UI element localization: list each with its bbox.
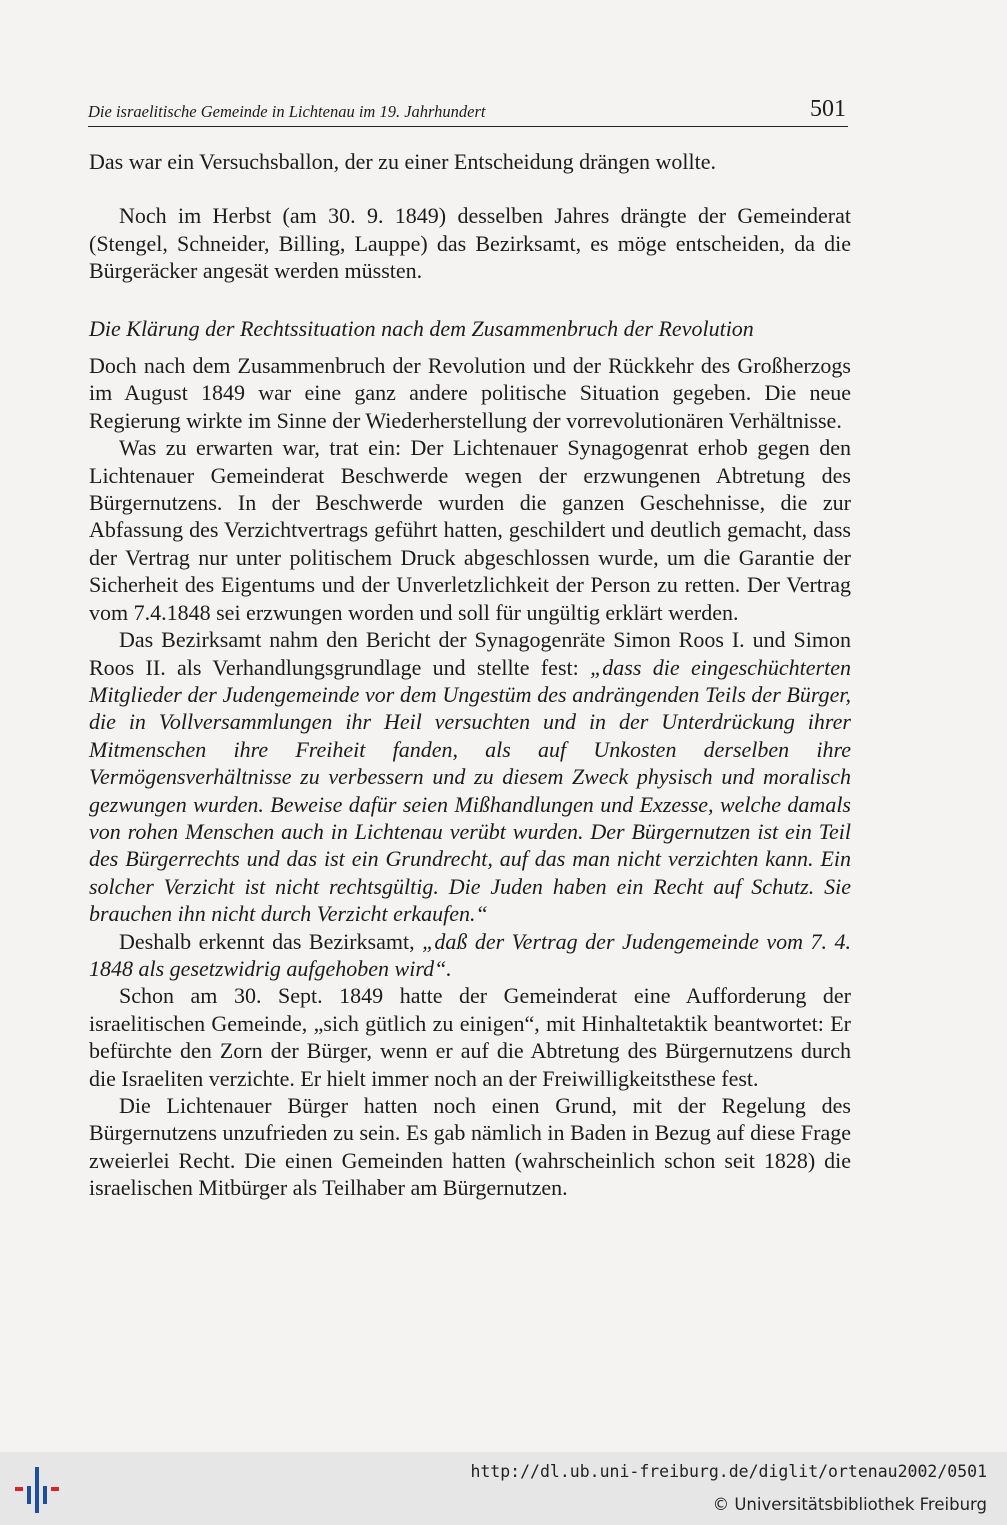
paragraph-8: Die Lichtenauer Bürger hatten noch einen Grund, mit der Regelung des Bürgernutzens unzufrieden zu sein. Es gab nämlich in Baden in Bezug auf diese Frage zweierlei Recht. Die einen Gemeinden hatten (wahrscheinlich schon seit 1828) die israelischen Mitbürger als Teilhaber am Bürgernutzen. [89, 1093, 851, 1201]
paragraph-1: Das war ein Versuchsballon, der zu einer Entscheidung drängen wollte. [89, 149, 717, 174]
body-text [89, 148, 851, 1202]
copyright-notice: © Universitätsbibliothek Freiburg [712, 1495, 987, 1514]
paragraph-4: Was zu erwarten war, trat ein: Der Lichtenauer Synagogenrat erhob gegen den Lichtenauer Gemeinderat Beschwerde wegen der erzwungenen Abtretung des Bürgernutzens. In der Beschwerde wurden die ganzen Geschehnisse, die zur Abfassung des Verzichtvertrags geführt hatten, geschildert und deutlich gemacht, dass der Vertrag nur unter politischem Druck abgeschlossen wurde, um die Garantie der Sicherheit des Eigentums und der Unverletzlichkeit der Person zu retten. Der Vertrag vom 7.4.1848 sei erzwungen worden und soll für ungültig erklärt werden. [89, 435, 851, 625]
running-head [88, 98, 848, 127]
paragraph-7: Schon am 30. Sept. 1849 hatte der Gemeinderat eine Aufforderung der israelitischen Gemeinde, „sich gütlich zu einigen“, mit Hinhaltetaktik beantwortet: Er befürchte den Zorn der Bürger, wenn er auf die Abtretung des Bürgernutzens durch die Israeliten verzichte. Er hielt immer noch an der Freiwilligkeitsthese fest. [89, 983, 851, 1091]
paragraph-2: Noch im Herbst (am 30. 9. 1849) desselben Jahres drängte der Gemeinderat (Stengel, Schneider, Billing, Lauppe) das Bezirksamt, es möge entscheiden, da die Bürgeräcker angesät werden müssten. [89, 203, 851, 284]
paragraph-6-intro: Deshalb erkennt das Bezirksamt, [119, 928, 423, 954]
paragraph-5 [89, 626, 851, 927]
paragraph-6-quote: „daß der Vertrag der Judengemeinde vom 7. 4. 1848 als gesetzwidrig aufgehoben wird“. [89, 928, 852, 981]
footer-bar [0, 1452, 1007, 1525]
paragraph-5-quote: „dass die eingeschüchterten Mitglieder der Judengemeinde vor dem Ungestüm des andrängenden Teils der Bürger, die in Vollversammlungen ihr Heil versuchten und in der Unterdrückung ihrer Mitmenschen ihre Freiheit fanden, als auf Unkosten derselben ihre Vermögensverhältnisse zu verbessern und zu diesem Zweck physisch und moralisch gezwungen wurden. Beweise dafür seien Mißhandlungen und Exzesse, welche damals von rohen Menschen auch in Lichtenau verübt wurden. Der Bürgernutzen ist ein Teil des Bürgerrechts und das ist ein Grundrecht, auf das man nicht verzichten kann. Ein solcher Verzicht ist nicht rechtsgültig. Die Juden haben ein Recht auf Schutz. Sie brauchen ihn nicht durch Verzicht erkaufen.“ [89, 654, 851, 927]
ub-freiburg-logo-icon[interactable] [12, 1464, 62, 1516]
running-title: Die israelitische Gemeinde in Lichtenau im 19. Jahrhundert [88, 102, 486, 121]
paragraph-3: Doch nach dem Zusammenbruch der Revolution und der Rückkehr des Großherzogs im August 1849 war eine ganz andere politische Situation gegeben. Die neue Regierung wirkte im Sinne der Wiederherstellung der vorrevolutionären Verhältnisse. [89, 353, 851, 433]
paragraph-5-intro: Das Bezirksamt nahm den Bericht der Synagogenräte Simon Roos I. und Simon Roos II. als Verhandlungsgrundlage und stellte fest: [89, 627, 851, 680]
permalink-url[interactable]: http://dl.ub.uni-freiburg.de/diglit/ortenau2002/0501 [470, 1462, 987, 1481]
page-number: 501 [810, 96, 846, 122]
paragraph-6 [89, 928, 851, 983]
section-heading: Die Klärung der Rechtssituation nach dem Zusammenbruch der Revolution [89, 315, 754, 341]
